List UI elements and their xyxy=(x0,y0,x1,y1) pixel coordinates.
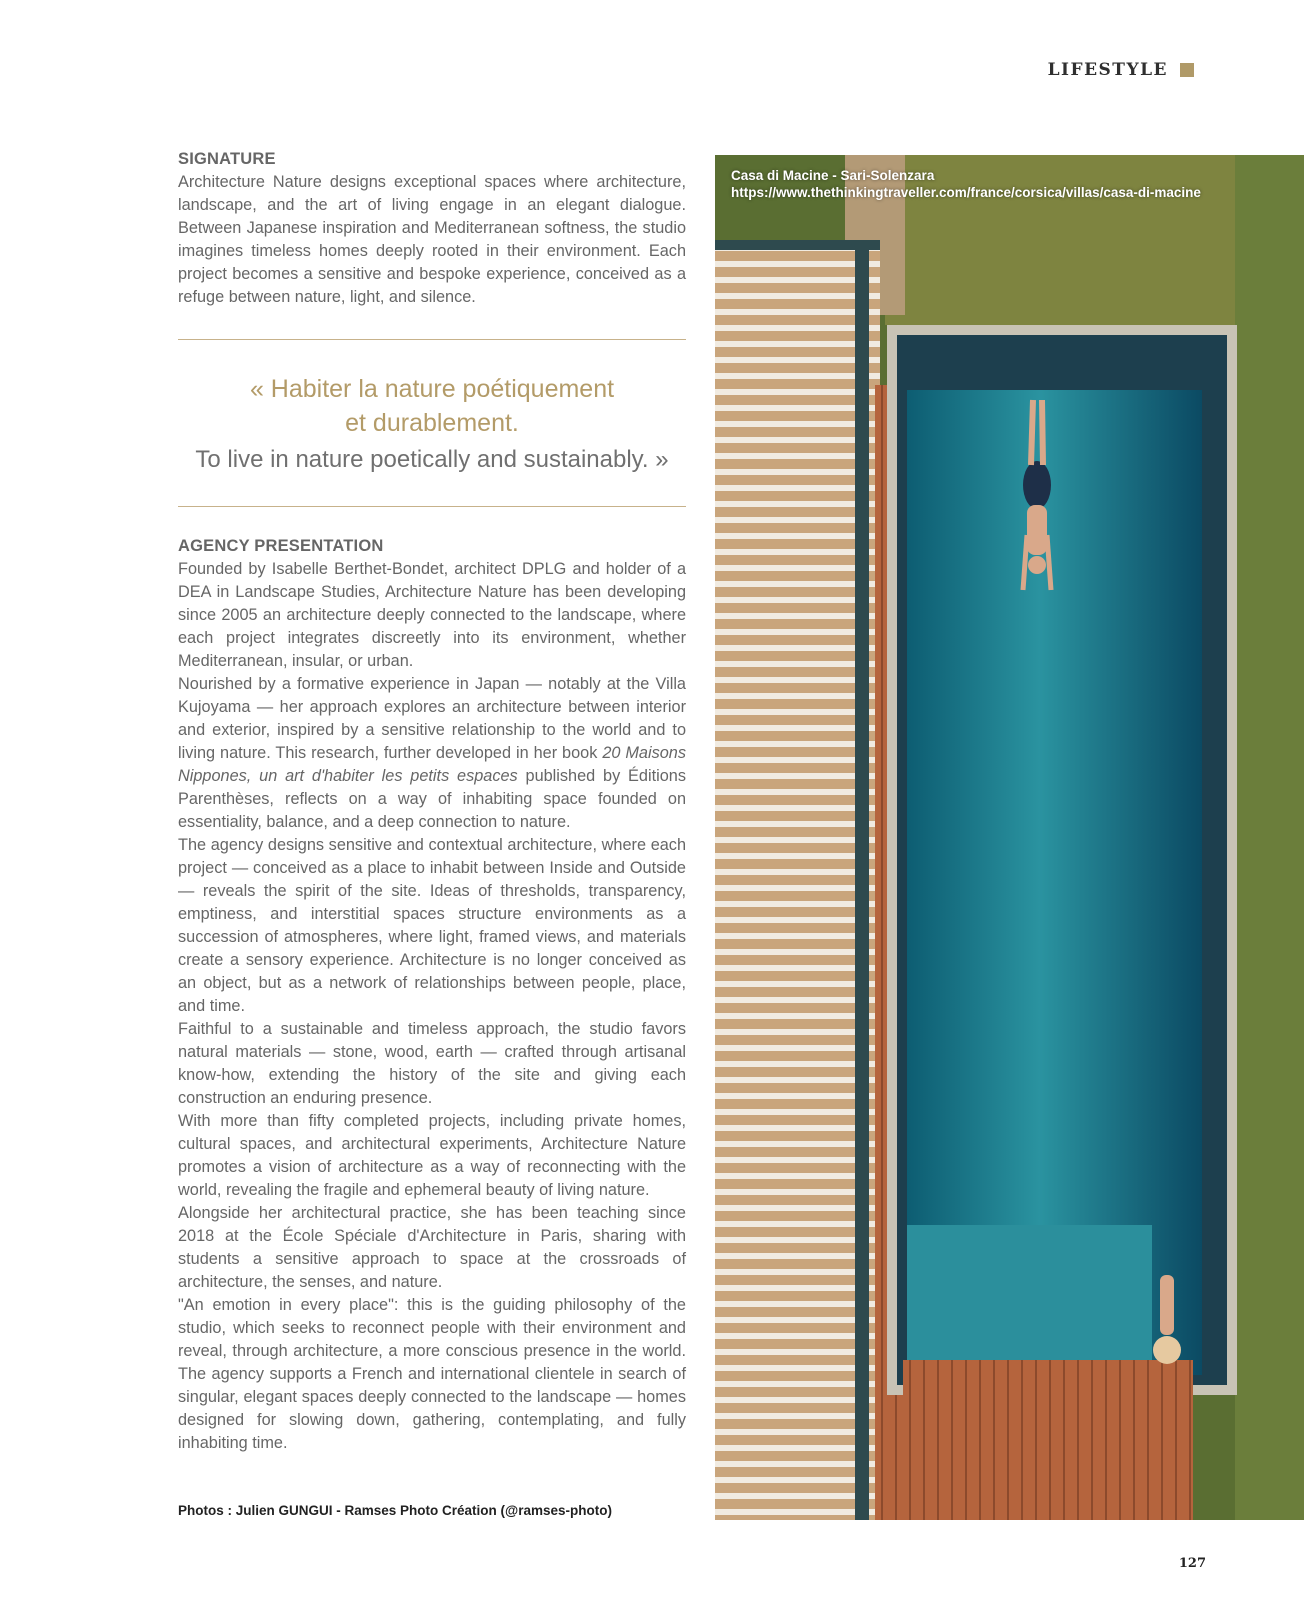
section-label-text: LIFESTYLE xyxy=(1047,60,1168,80)
pull-quote xyxy=(178,340,686,506)
agency-paragraph-2-end: published by Éditions Parenthèses, reflects on a way of inhabiting space founded on essentiality, balance, and a deep connection to nature. xyxy=(178,767,686,831)
aerial-pool-photo xyxy=(715,155,1304,1520)
agency-paragraph-7: "An emotion in every place": this is the guiding philosophy of the studio, which seeks to reconnect people with their environment and reveal, through architecture, a more conscious presence in the world. The agency supports a French and international clientele in search of singular, elegant spaces deeply connected to the landscape — homes designed for slowing down, gathering, contemplating, and fully inhabiting time. xyxy=(178,1296,686,1452)
agency-paragraph-3: The agency designs sensitive and contextual architecture, where each project — conceived as a place to inhabit between Inside and Outside — reveals the spirit of the site. Ideas of thresholds, transparency, emptiness, and interstitial spaces structure environments as a succession of atmospheres, where light, framed views, and materials create a sensory experience. Architecture is no longer conceived as an object, but as a network of relationships between people, place, and time. xyxy=(178,836,686,1015)
signature-heading: SIGNATURE xyxy=(178,150,276,168)
book-title: 20 Maisons Nippones, un art d'habiter les petits espaces xyxy=(178,744,686,785)
quote-french-line2: et durablement. xyxy=(345,409,519,437)
vegetation-right-strip xyxy=(1235,155,1304,1520)
pool-illustration xyxy=(715,155,1304,1520)
agency-paragraph-6: Alongside her architectural practice, she has been teaching since 2018 at the École Spéciale d'Architecture in Paris, sharing with students a sensitive approach to space at the crossroads of architecture, the senses, and nature. xyxy=(178,1204,686,1291)
photo-caption-url: https://www.thethinkingtraveller.com/france/corsica/villas/casa-di-macine xyxy=(731,185,1201,200)
deck-bottom xyxy=(903,1360,1193,1520)
section-square-icon xyxy=(1180,63,1194,77)
article-column xyxy=(178,150,686,1455)
pergola-top-beam xyxy=(715,240,880,250)
agency-paragraph-4: Faithful to a sustainable and timeless approach, the studio favors natural materials — stone, wood, earth — crafted through artisanal know-how, extending the history of the site and giving each construction an enduring presence. xyxy=(178,1020,686,1107)
agency-heading: AGENCY PRESENTATION xyxy=(178,537,384,555)
section-label xyxy=(1048,60,1194,80)
page-number: 127 xyxy=(1178,1556,1206,1571)
agency-paragraph-2-start: Nourished by a formative experience in Japan — notably at the Villa Kujoyama — her approach explores an architecture between interior and exterior, inspired by a sensitive relationship to the world and to living nature. This research, further developed in her book xyxy=(178,675,686,762)
agency-paragraph-1: Founded by Isabelle Berthet-Bondet, architect DPLG and holder of a DEA in Landscape Studies, Architecture Nature has been developing since 2005 an architecture deeply connected to the landscape, where each project integrates discreetly into its environment, whether Mediterranean, insular, or urban. xyxy=(178,560,686,670)
agency-paragraph-5: With more than fifty completed projects, including private homes, cultural spaces, and architectural experiments, Architecture Nature promotes a vision of architecture as a way of reconnecting with the world, revealing the fragile and ephemeral beauty of living nature. xyxy=(178,1112,686,1199)
photo-credit: Photos : Julien GUNGUI - Ramses Photo Création (@ramses-photo) xyxy=(178,1503,612,1518)
pergola-beam xyxy=(855,240,869,1520)
quote-french-line1: « Habiter la nature poétiquement xyxy=(249,375,615,403)
photo-caption-title: Casa di Macine - Sari-Solenzara xyxy=(731,168,935,183)
quote-english: To live in nature poetically and sustainably. » xyxy=(195,446,669,473)
agency-paragraph-2 xyxy=(178,673,686,834)
photo-caption xyxy=(731,167,1201,201)
pool-shallow-end xyxy=(907,1225,1152,1375)
signature-text: Architecture Nature designs exceptional spaces where architecture, landscape, and the art of living engage in an elegant dialogue. Between Japanese inspiration and Mediterranean softness, the studio imagines timeless homes deeply rooted in their environment. Each project becomes a sensitive and bespoke experience, conceived as a refuge between nature, light, and silence. xyxy=(178,173,686,306)
